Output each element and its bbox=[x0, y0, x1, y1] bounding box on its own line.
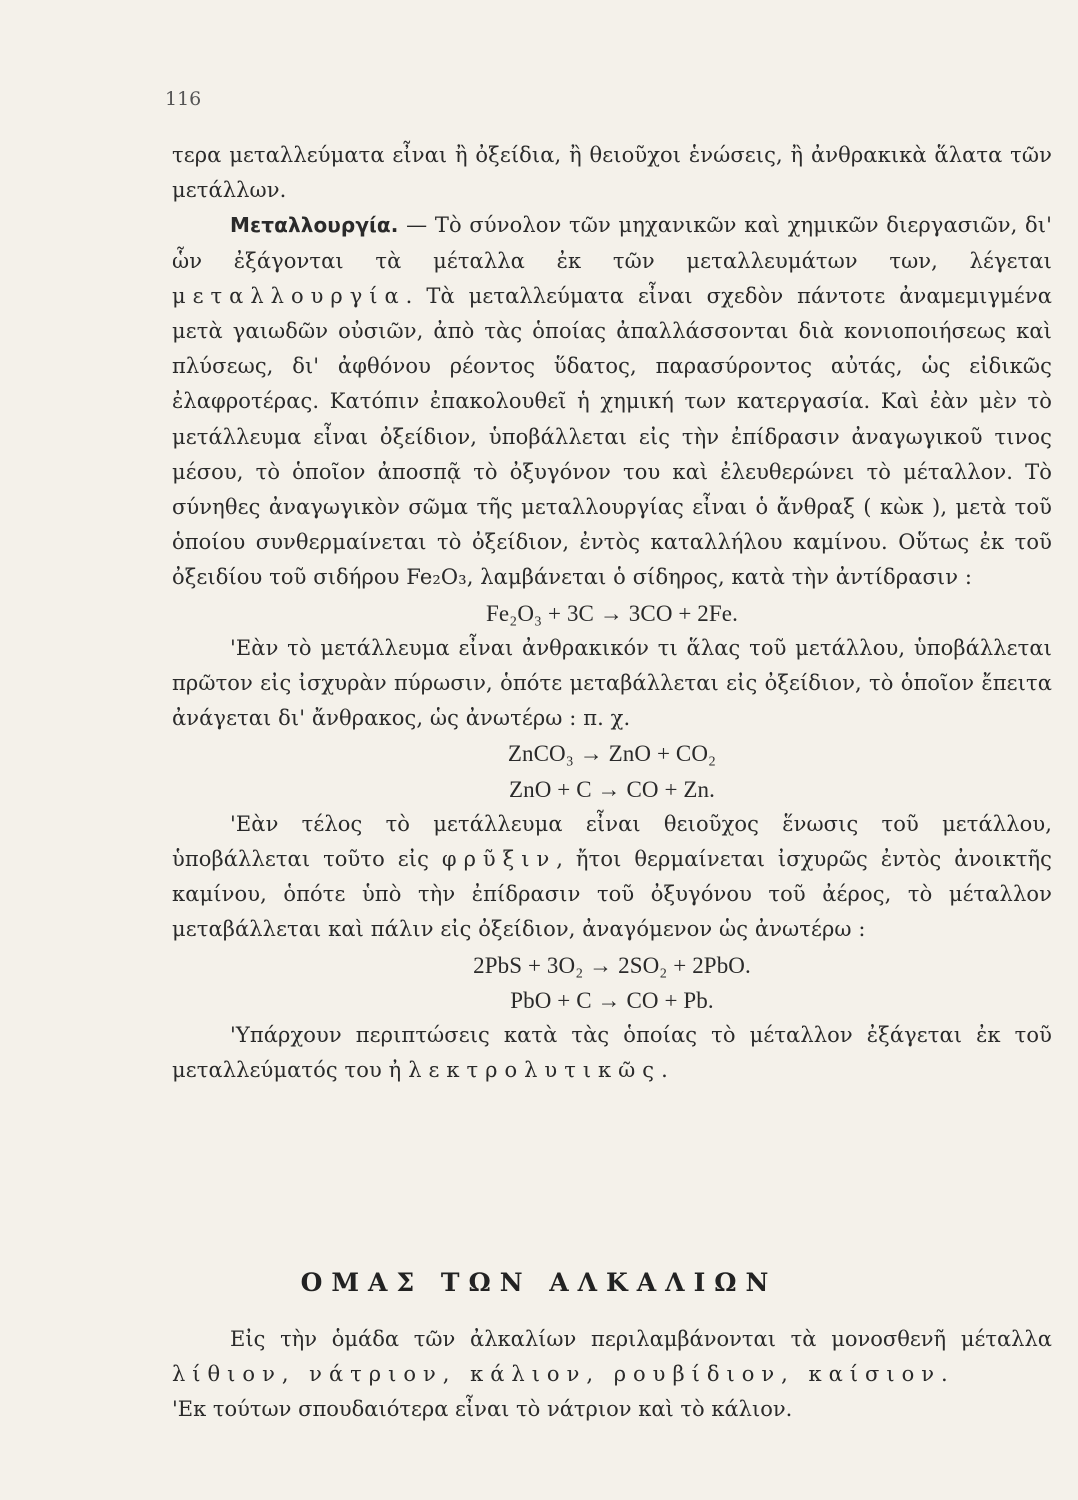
section-title: ΟΜΑΣ ΤΩΝ ΑΛΚΑΛΙΩΝ bbox=[300, 1268, 778, 1297]
paragraph: 'Εὰν τὸ μετάλλευμα εἶναι ἀνθρακικόν τι ἅλας τοῦ μετάλλου, ὑποβάλλεται πρῶτον εἰς ἰσχυρὰν πύρωσιν, ὁπότε μεταβάλλεται εἰς ὀξείδιον, τὸ ὁποῖον ἔπειτα ἀνάγεται δι' ἄνθρακος, ὡς ἀνωτέρω : π. χ. bbox=[172, 635, 1052, 731]
equation: ZnO + C → CO + Zn. bbox=[509, 776, 715, 802]
inline-heading: Μεταλλουργία. bbox=[230, 213, 399, 238]
paragraph bbox=[172, 1018, 1052, 1088]
section-body-text bbox=[172, 1322, 1052, 1428]
paragraph-text: . bbox=[940, 1362, 948, 1387]
paragraph-text: , ἤτοι θερμαίνεται ἰσχυρῶς ἐντὸς ἀνοικτῆς καμίνου, ὁπότε ὑπὸ τὴν ἐπίδρασιν τοῦ ὀξυγόνου τοῦ ἀέρος, τὸ μέταλλον μεταβάλλεται καὶ πάλιν εἰς ὀξείδιον, ἀναγόμενον ὡς ἀνωτέρω : bbox=[172, 847, 1052, 942]
paragraph: 'Εκ τούτων σπουδαιότερα εἶναι τὸ νάτριον καὶ τὸ κάλιον. bbox=[172, 1397, 793, 1422]
paragraph bbox=[172, 1322, 1052, 1392]
emphasized-term: ἠλεκτρολυτικῶς bbox=[388, 1058, 662, 1083]
equation: 2PbS + 3O₂ → 2SO₂ + 2PbO. bbox=[473, 952, 751, 978]
paragraph-text: . bbox=[661, 1058, 668, 1083]
emphasized-term: μεταλλουργία bbox=[172, 283, 406, 308]
emphasized-term: λίθιον, νάτριον, κάλιον, ρουβίδιον, καίσιον bbox=[172, 1362, 941, 1387]
paragraph-metallurgy bbox=[172, 208, 1052, 595]
equation: ZnCO₃ → ZnO + CO₂ bbox=[507, 741, 717, 767]
paragraph bbox=[172, 807, 1052, 948]
body-text bbox=[172, 138, 1052, 1088]
equation: Fe₂O₃ + 3C → 3CO + 2Fe. bbox=[486, 600, 738, 626]
equation: PbO + C → CO + Pb. bbox=[510, 987, 714, 1013]
page-number: 116 bbox=[165, 88, 202, 110]
emphasized-term: φρῦξιν bbox=[441, 847, 557, 872]
paragraph-text: Εἰς τὴν ὁμάδα τῶν ἀλκαλίων περιλαμβάνονται τὰ μονοσθενῆ μέταλλα bbox=[230, 1327, 1052, 1351]
paragraph: τερα μεταλλεύματα εἶναι ἢ ὀξείδια, ἢ θειοῦχοι ἑνώσεις, ἢ ἀνθρακικὰ ἅλατα τῶν μετάλλων. bbox=[172, 143, 1052, 203]
paragraph-text: 'Υπάρχουν περιπτώσεις κατὰ τὰς ὁποίας τὸ μέταλλον ἐξάγεται ἐκ τοῦ μεταλλεύματός του bbox=[172, 1023, 1052, 1083]
paragraph-text: . Τὰ μεταλλεύματα εἶναι σχεδὸν πάντοτε ἀναμεμιγμένα μετὰ γαιωδῶν οὐσιῶν, ἀπὸ τὰς ὁποίας ἀπαλλάσσονται διὰ κονιοποιήσεως καὶ πλύσεως, δι' ἀφθόνου ρέοντος ὕδατος, παρασύροντος αὐτάς, ὡς εἰδικῶς ἐλαφροτέρας. Κατόπιν ἐπακολουθεῖ ἡ χημική των κατεργασία. Καὶ ἐὰν μὲν τὸ μετάλλευμα εἶναι ὀξείδιον, ὑποβάλλεται εἰς τὴν ἐπίδρασιν ἀναγωγικοῦ τινος μέσου, τὸ ὁποῖον ἀποσπᾷ τὸ ὀξυγόνον του καὶ ἐλευθερώνει τὸ μέταλλον. Τὸ σύνηθες ἀναγωγικὸν σῶμα τῆς μεταλλουργίας εἶναι ὁ ἄνθραξ ( κὼκ ), μετὰ τοῦ ὁποίου συνθερμαίνεται τὸ ὀξείδιον, ἐντὸς καταλλήλου καμίνου. Οὕτως ἐκ τοῦ ὀξειδίου τοῦ σιδήρου Fe₂O₃, λαμβάνεται ὁ σίδηρος, κατὰ τὴν ἀντίδρασιν : bbox=[172, 283, 1052, 590]
paragraph-text: — Τὸ σύνολον τῶν μηχανικῶν καὶ χημικῶν διεργασιῶν, δι' ὧν ἐξάγονται τὰ μέταλλα ἐκ τῶν μεταλλευμάτων των, λέγεται bbox=[172, 213, 1052, 273]
paragraph-text: 'Εὰν τέλος τὸ μετάλλευμα εἶναι θειοῦχος ἕνωσις τοῦ μετάλλου, ὑποβάλλεται τοῦτο εἰς bbox=[172, 811, 1052, 872]
